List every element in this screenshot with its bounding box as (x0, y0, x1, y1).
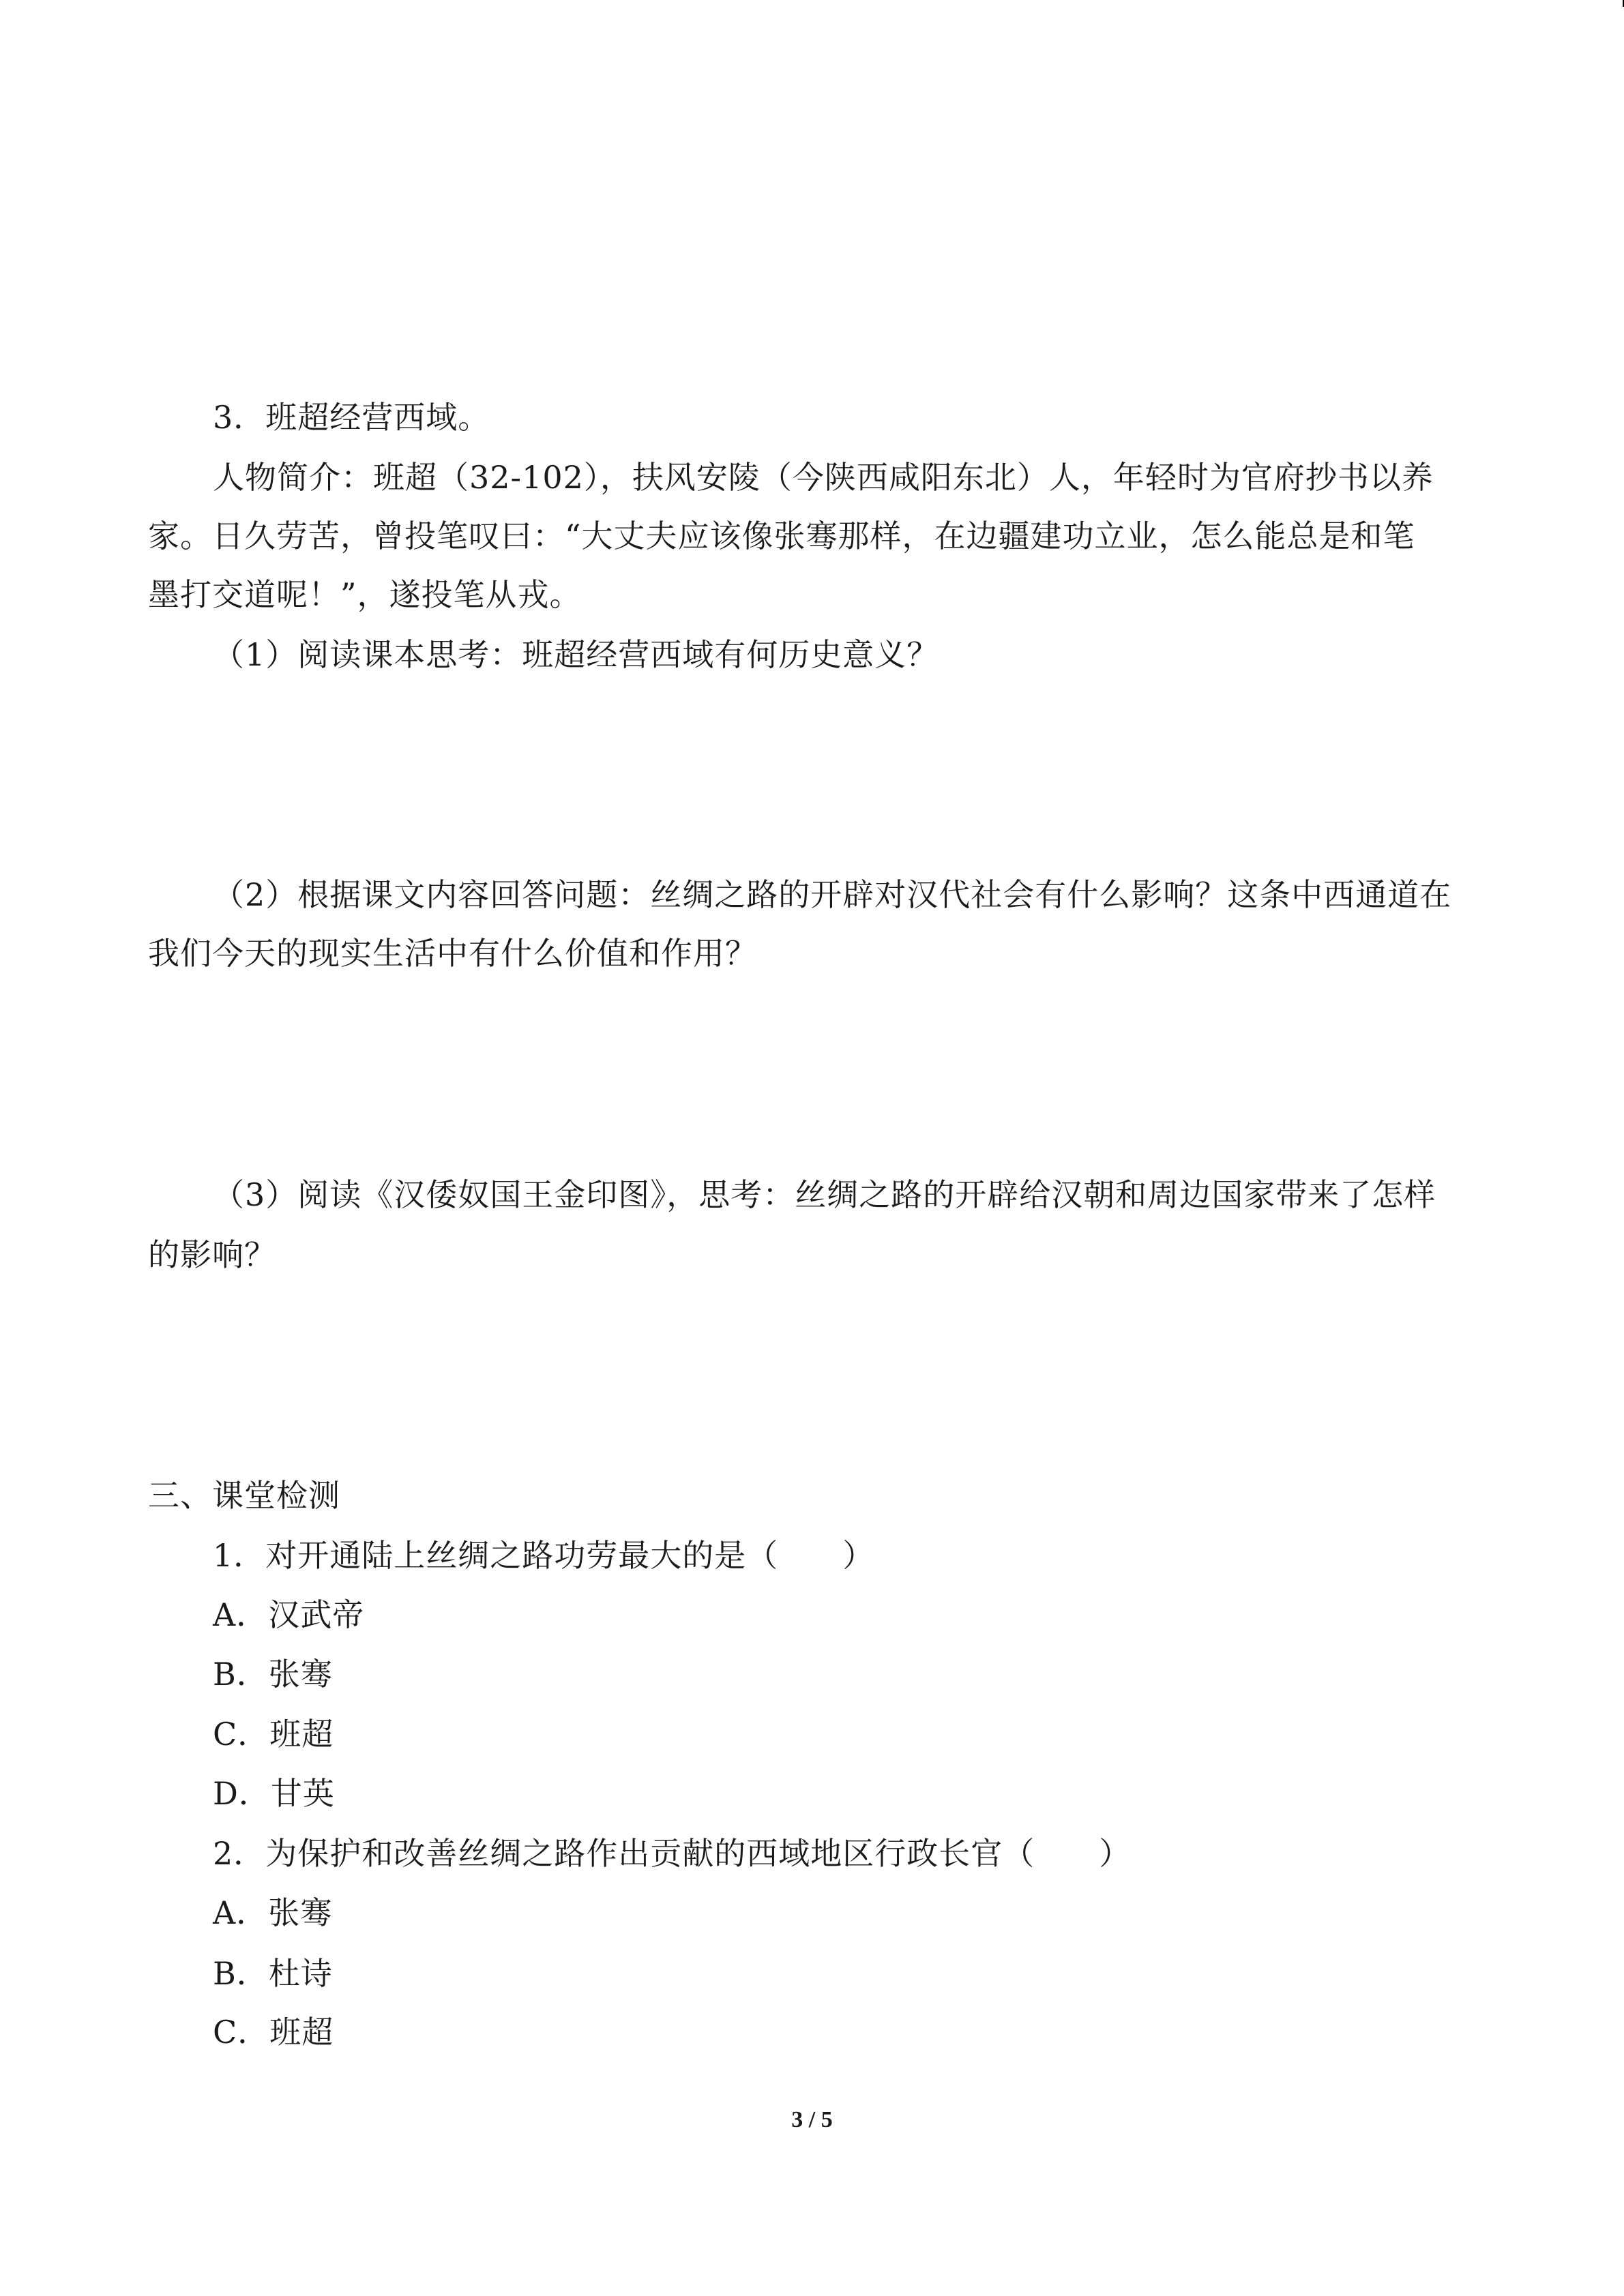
check-q1-option-d: D．甘英 (213, 1775, 335, 1812)
check-q2-option-b: B．杜诗 (213, 1955, 333, 1992)
bio-line-3: 墨打交道呢！”，遂投笔从戎。 (148, 576, 582, 613)
check-question-2-stem: 2．为保护和改善丝绸之路作出贡献的西域地区行政长官（ ） (213, 1835, 1132, 1872)
bio-line-2: 家。日久劳苦，曾投笔叹曰：“大丈夫应该像张骞那样，在边疆建功立业，怎么能总是和笔 (148, 518, 1415, 554)
check-q1-option-c: C．班超 (213, 1716, 334, 1753)
question-2-line-1: （2）根据课文内容回答问题：丝绸之路的开辟对汉代社会有什么影响？这条中西通道在 (213, 876, 1452, 913)
question-3-line-2: 的影响？ (148, 1236, 276, 1273)
check-q2-option-a: A．张骞 (213, 1894, 333, 1931)
section-heading-classroom-check: 三、课堂检测 (148, 1477, 340, 1514)
section-heading-banchao: 3．班超经营西域。 (213, 399, 490, 436)
check-q1-option-b: B．张骞 (213, 1656, 333, 1693)
question-3-line-1: （3）阅读《汉倭奴国王金印图》，思考：丝绸之路的开辟给汉朝和周边国家带来了怎样 (213, 1176, 1436, 1213)
question-2-line-2: 我们今天的现实生活中有什么价值和作用？ (148, 935, 757, 972)
bio-line-1: 人物简介：班超（32-102），扶风安陵（今陕西咸阳东北）人，年轻时为官府抄书以养 (213, 459, 1434, 496)
question-1: （1）阅读课本思考：班超经营西域有何历史意义？ (213, 636, 939, 673)
check-question-1-stem: 1．对开通陆上丝绸之路功劳最大的是（ ） (213, 1537, 875, 1574)
check-q2-option-c: C．班超 (213, 2014, 334, 2051)
page-number: 3 / 5 (791, 2107, 833, 2132)
check-q1-option-a: A．汉武帝 (213, 1596, 365, 1633)
